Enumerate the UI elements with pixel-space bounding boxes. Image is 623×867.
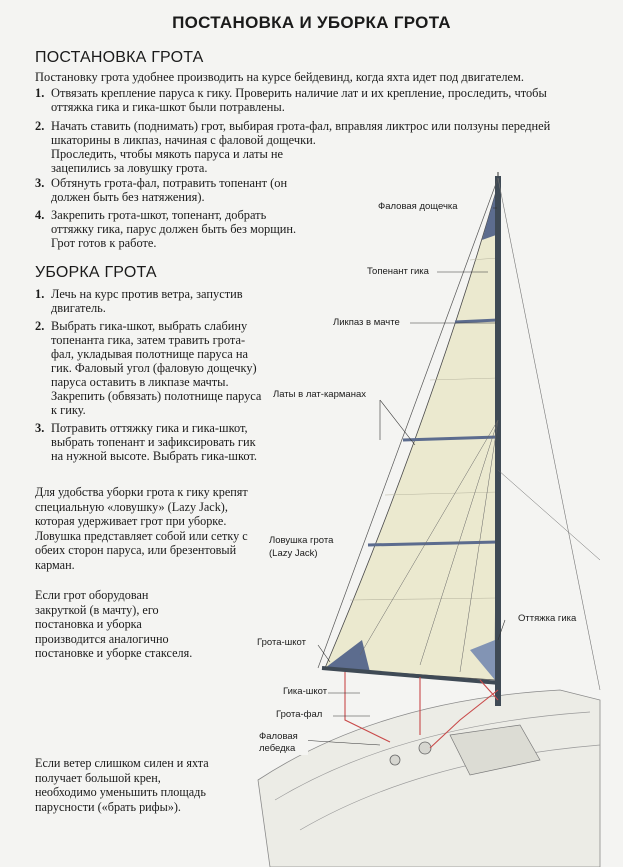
label-topping-lift: Топенант гика: [367, 266, 429, 277]
leader-line: [380, 400, 415, 445]
leader-line: [318, 645, 330, 662]
winch-icon: [390, 755, 400, 765]
step-text: Выбрать гика-шкот, выбрать слабину топенанта гика, затем травить грота-фал, укладывая полотнище паруса на гик. Фаловый угол (фаловую дощечку) паруса оставить в ликпазе мачты. Закрепить (обвязать) полотнище паруса к гику.: [51, 319, 262, 417]
label-winch: Фаловая лебедка: [258, 731, 308, 755]
step-number: 2.: [35, 319, 45, 333]
label-mainsheet: Грота-шкот: [257, 637, 306, 648]
label-lazy-jack: Ловушка грота (Lazy Jack): [268, 534, 350, 560]
mast: [495, 176, 501, 706]
step-number: 2.: [35, 119, 45, 133]
step-number: 1.: [35, 287, 45, 301]
section-heading-setting: ПОСТАНОВКА ГРОТА: [35, 49, 204, 66]
furling-note: Если грот оборудован закруткой (в мачту), его постановка и уборка производится аналогично постановке и уборке стакселя.: [35, 588, 193, 660]
label-vang: Оттяжка гика: [518, 613, 577, 624]
label-headboard: Фаловая дощечка: [378, 201, 458, 212]
page-title: ПОСТАНОВКА И УБОРКА ГРОТА: [172, 13, 451, 32]
lazy-jack-line: [498, 470, 600, 560]
label-halyard: Грота-фал: [276, 709, 323, 720]
label-battens: Латы в лат-карманах: [273, 389, 366, 400]
step-number: 3.: [35, 421, 45, 435]
step-number: 1.: [35, 86, 45, 100]
mainsail: [325, 185, 498, 680]
winch-icon: [419, 742, 431, 754]
step-text: Обтянуть грота-фал, потравить топенант (он должен быть без натяжения).: [51, 176, 288, 204]
step-text: Потравить оттяжку гика и гика-шкот, выбрать топенант и зафиксировать гик на нужной высоте. Выбрать гика-шкот.: [51, 421, 257, 463]
lazy-jack-note: Для удобства уборки грота к гику крепят специальную «ловушку» (Lazy Jack), которая удерживает грот при уборке. Ловушка представляет собой или сетку с обеих сторон паруса, или брезентовый карман.: [35, 485, 248, 572]
step-number: 4.: [35, 208, 45, 222]
step-text: Лечь на курс против ветра, запустив двигатель.: [51, 287, 243, 315]
step-2-extra: Проследить, чтобы мякоть паруса и латы не зацепились за ловушку грота.: [51, 147, 284, 175]
step-text: Отвязать крепление паруса к гику. Проверить наличие лат и их крепление, проследить, чтобы оттяжка гика и гика-шкот были потравлены.: [51, 86, 547, 114]
intro-text: Постановку грота удобнее производить на курсе бейдевинд, когда яхта идет под двигателем.: [35, 70, 524, 84]
step-text: Начать ставить (поднимать) грот, выбирая грота-фал, вправляя ликтрос или ползуны передней шкаторины в ликпаз, начиная с фаловой дощечки.: [51, 119, 551, 147]
step-text: Закрепить грота-шкот, топенант, добрать оттяжку гика, парус должен быть без морщин. Грот готов к работе.: [51, 208, 297, 250]
label-boom-sheet: Гика-шкот: [283, 686, 328, 697]
batten: [455, 320, 498, 322]
reefing-note: Если ветер слишком силен и яхта получает большой крен, необходимо уменьшить площадь парусности («брать рифы»).: [35, 756, 209, 814]
section-heading-lowering: УБОРКА ГРОТА: [35, 264, 157, 281]
step-number: 3.: [35, 176, 45, 190]
label-luff-groove: Ликпаз в мачте: [333, 317, 400, 328]
